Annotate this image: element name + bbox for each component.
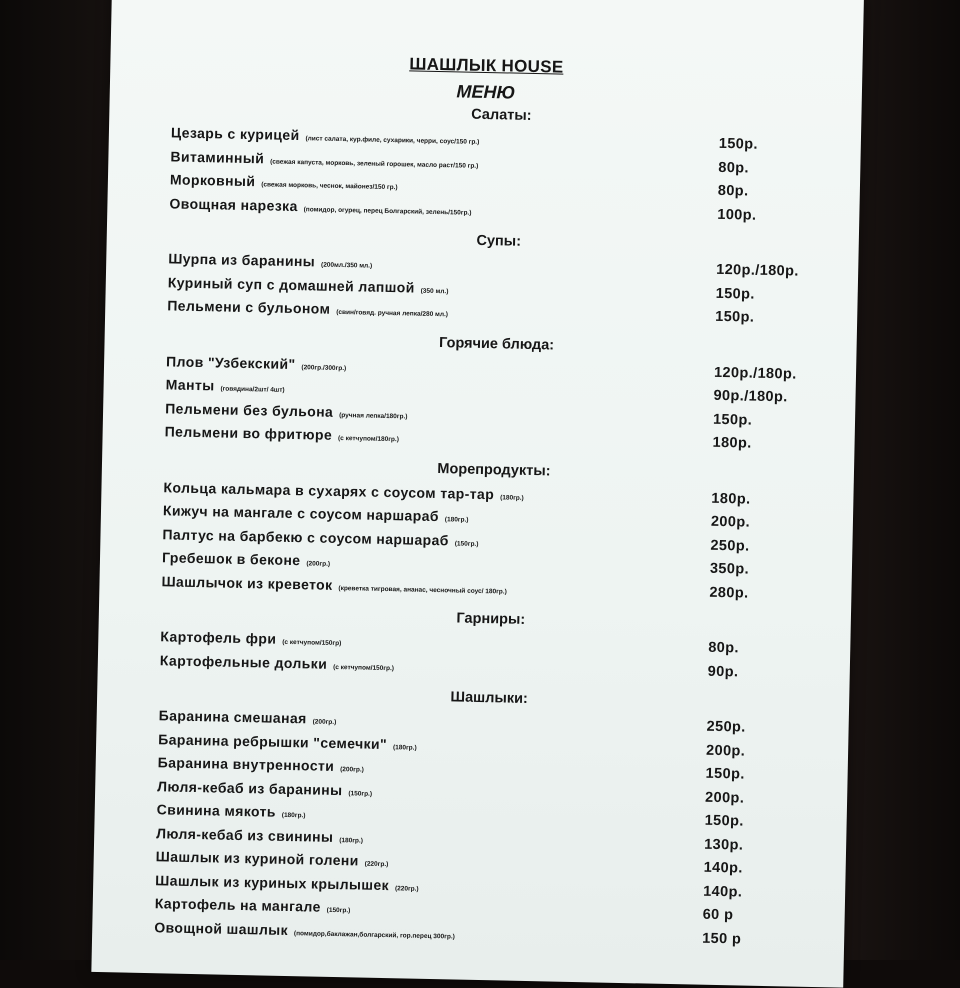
item-price: 90р. (707, 663, 739, 680)
section-title: Гарниры: (456, 610, 526, 628)
item-price: 140р. (703, 883, 743, 901)
item-price: 200р. (705, 742, 746, 760)
item-price: 150р. (718, 135, 759, 153)
item-name: Картофель на мангале (154, 895, 321, 915)
item-note: (свежая морковь, чеснок, майонез/150 гр.) (261, 181, 398, 192)
item-name: Баранина ребрышки "семечки" (158, 730, 388, 752)
item-note: (180гр.) (500, 493, 524, 502)
item-price: 120р./180р. (716, 261, 799, 280)
item-note: (свежая капуста, морковь, зеленый горошек, масло раст/150 гр.) (270, 157, 479, 170)
section-title: Салаты: (471, 106, 532, 124)
item-name: Шашлычок из креветок (161, 572, 333, 593)
item-price: 130р. (703, 836, 744, 854)
item-price: 150р. (712, 411, 753, 429)
menu-title: ШАШЛЫК HOUSE (409, 54, 564, 77)
item-name: Манты (165, 376, 215, 394)
item-name: Овощной шашлык (154, 918, 289, 938)
item-note: (180гр.) (339, 836, 363, 845)
item-name: Картофель фри (160, 628, 277, 647)
item-name: Гребешок в беконе (161, 549, 301, 569)
item-price: 80р. (717, 182, 749, 200)
item-note: (свин/говяд. ручная лепка/280 мл.) (336, 308, 449, 319)
item-note: (креветка тигровая, ананас, чесночный соус/ 180гр.) (338, 584, 507, 596)
item-price: 280р. (709, 584, 749, 602)
item-price: 180р. (712, 434, 752, 452)
item-name: Пельмени с бульоном (167, 297, 331, 317)
item-price: 100р. (717, 206, 757, 224)
item-note: (200гр.) (312, 718, 337, 726)
item-name: Овощная нарезка (169, 194, 298, 214)
item-name: Витаминный (170, 147, 265, 166)
item-price: 180р. (711, 490, 751, 508)
item-name: Плов "Узбекский" (165, 352, 296, 372)
item-name: Морковный (169, 171, 256, 190)
item-price: 150р. (715, 308, 755, 326)
item-name: Свинина мякоть (156, 801, 277, 820)
item-price: 150р. (705, 765, 745, 783)
item-price: 250р. (710, 537, 750, 555)
item-note: (220гр.) (364, 860, 389, 869)
item-note: (говядина/2шт/ 4шт) (220, 385, 285, 394)
item-note: (ручная лепка/180гр.) (339, 411, 408, 420)
item-note: (150гр.) (348, 789, 373, 798)
item-note: (180гр.) (281, 811, 306, 820)
item-price: 250р. (706, 718, 746, 736)
item-note: (220гр.) (394, 884, 419, 893)
item-name: Пельмени без бульона (165, 399, 334, 420)
item-note: (200гр./300гр.) (301, 363, 347, 372)
item-note: (180гр.) (392, 743, 417, 752)
section-title: Супы: (476, 232, 522, 250)
item-note: (с кетчупом/150гр) (282, 638, 342, 648)
item-name: Баранина смешаная (158, 707, 307, 727)
item-name: Баранина внутренности (157, 754, 335, 774)
menu-subtitle: МЕНЮ (456, 81, 516, 103)
item-name: Люля-кебаб из свинины (156, 824, 334, 845)
item-price: 140р. (703, 859, 743, 877)
item-name: Куриный суп с домашней лапшой (167, 273, 415, 296)
item-price: 60 р (702, 906, 734, 924)
item-price: 80р. (718, 159, 750, 177)
section-title: Горячие блюда: (438, 334, 555, 353)
item-name: Шашлык из куриной голени (155, 848, 359, 869)
item-note: (лист салата, кур.филе, сухарики, черри, соус/150 гр.) (305, 135, 480, 146)
item-note: (150гр.) (454, 539, 479, 548)
item-price: 150р. (704, 812, 744, 830)
item-price: 150 р (702, 930, 742, 948)
item-name: Кижуч на мангале с соусом наршараб (162, 502, 440, 525)
item-price: 150р. (715, 285, 755, 303)
item-note: (200мл./350 мл.) (320, 261, 373, 270)
section-title: Морепродукты: (437, 460, 551, 479)
item-name: Цезарь с курицей (170, 124, 300, 144)
menu-sheet (91, 0, 864, 988)
item-price: 90р./180р. (713, 387, 788, 406)
item-note: (200гр.) (306, 560, 331, 568)
item-price: 120р./180р. (713, 364, 797, 383)
menu-content (154, 95, 832, 953)
item-price: 200р. (704, 789, 745, 807)
item-name: Картофельные дольки (159, 651, 328, 672)
item-note: (с кетчупом/180гр.) (337, 434, 399, 444)
item-note: (150гр.) (326, 906, 351, 915)
section-title: Шашлыки: (450, 689, 528, 707)
item-price: 350р. (709, 560, 750, 578)
item-name: Кольца кальмара в сухарях с соусом тар-тар (163, 478, 495, 502)
item-note: (180гр.) (444, 516, 469, 524)
item-name: Люля-кебаб из баранины (157, 777, 343, 798)
item-note: (200гр.) (340, 766, 364, 774)
item-price: 200р. (710, 513, 751, 531)
item-note: (помидор,баклажан,болгарский, гор.перец 300гр.) (293, 929, 455, 941)
item-name: Пельмени во фритюре (164, 423, 333, 443)
item-price: 80р. (708, 639, 740, 657)
item-name: Шашлык из куриных крылышек (155, 871, 390, 893)
item-note: (350 мл.) (420, 287, 449, 295)
item-name: Палтус на барбекю с соусом наршараб (162, 525, 450, 548)
item-name: Шурпа из баранины (168, 250, 316, 270)
item-note: (помидор, огурец, перец Болгарский, зелень/150гр.) (303, 205, 472, 217)
item-note: (с кетчупом/150гр.) (333, 663, 395, 672)
